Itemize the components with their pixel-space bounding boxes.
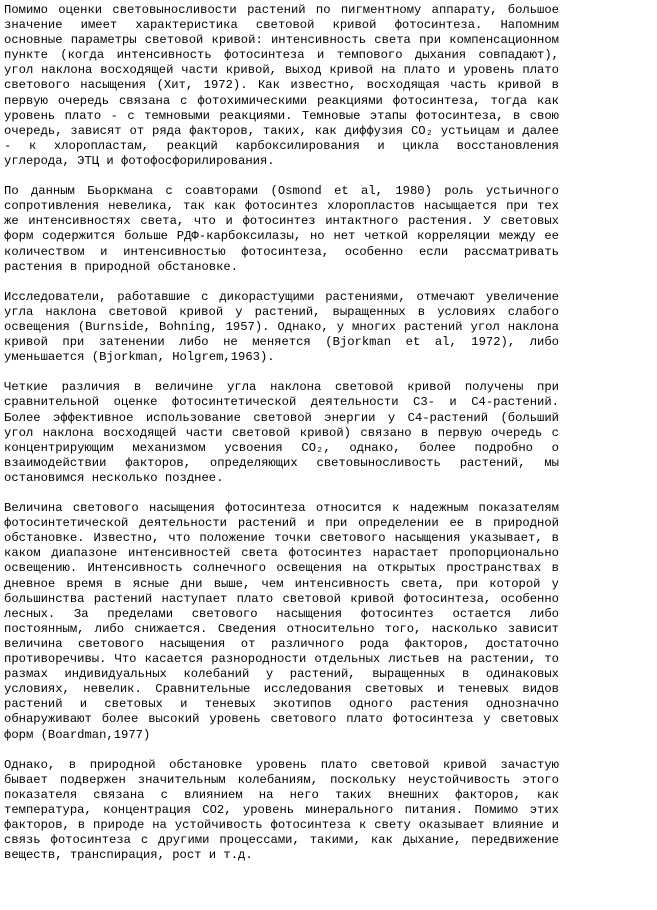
paragraph-wild-plants: Исследователи, работавшие с дикорастущими растениями, отмечают увеличение угла наклона световой кривой у растений, выращенных в условиях слабого освещения (Burnside, Bohning, 1957). Однако, у многих растений угол наклона кривой при затенении либо не меняется (Bjorkman et al, 1972), либо уменьшается (Bjorkman, Holgrem,1963). [4,289,559,365]
paragraph-c3-c4-differences: Четкие различия в величине угла наклона световой кривой получены при сравнительной оценке фотосинтетической деятельности С3- и С4-растений. Более эффективное использование световой энергии у С4-растений (больший угол наклона восходящей части световой кривой) связано в первую очередь с концентрирующим механизмом усвоения CO₂, однако, более подробно о взаимодействии факторов, определяющих световыносливость растений, мы остановимся несколько позднее. [4,380,559,485]
paragraph-bjorkman-data: По данным Бьоркмана с соавторами (Osmond et al, 1980) роль устьичного сопротивления невелика, так как фотосинтез хлоропластов насыщается при тех же интенсивностях света, что и фотосинтез интактного растения. У световых форм содержится больше РДФ-карбоксилазы, но нет четкой корреляции между ее количеством и интенсивностью фотосинтеза, особенно если рассматривать растения в природной обстановке. [4,184,559,274]
paragraph-light-curve-parameters: Помимо оценки световыносливости растений по пигментному аппарату, большое значение имеет характеристика световой кривой фотосинтеза. Напомним основные параметры световой кривой: интенсивность света при компенсационном пункте (когда интенсивность фотосинтеза и темпового дыхания совпадают), угол наклона восходящей части кривой, выход кривой на плато и уровень плато светового насыщения (Хит, 1972). Как известно, восходящая часть кривой в первую очередь связана с фотохимическими реакциями фотосинтеза, тогда как уровень плато - с темновыми реакциями. Темновые этапы фотосинтеза, в свою очередь, зависят от ряда факторов, таких, как диффузия CO₂ устьицам и далее - к хлоропластам, реакций карбоксилирования и цикла восстановления углерода, ЭТЦ и фотофосфорилирования. [4,3,559,168]
paragraph-light-saturation: Величина светового насыщения фотосинтеза относится к надежным показателям фотосинтетической деятельности растений и при определении ее в природной обстановке. Известно, что положение точки светового насыщения указывает, в каком диапазоне интенсивностей света фотосинтез нарастает пропорционально освещению. Интенсивность солнечного освещения на открытых пространствах в дневное время в ясные дни выше, чем интенсивность света, при которой у большинства растений наступает плато световой кривой фотосинтеза, особенно лесных. За пределами светового насыщения фотосинтез остается либо постоянным, либо снижается. Сведения относительно того, насколько зависит величина светового насыщения от различного рода факторов, достаточно противоречивы. Что касается разнородности отдельных листьев на растении, то размах индивидуальных колебаний у растений, выращенных в одинаковых условиях, невелик. Сравнительные исследования световых и теневых видов растений и световых и теневых экотипов одного растения однозначно обнаруживают более высокий уровень светового плато фотосинтеза у световых форм (Boardman,1977) [4,501,559,742]
paragraph-plateau-fluctuations: Однако, в природной обстановке уровень плато световой кривой зачастую бывает подвержен значительным колебаниям, поскольку неустойчивость этого показателя связана с влиянием на него таких внешних факторов, как температура, концентрация CO2, уровень минерального питания. Помимо этих факторов, в природе на устойчивость фотосинтеза к свету оказывает влияние и связь фотосинтеза с другими процессами, такими, как дыхание, передвижение веществ, транспирация, рост и т.д. [4,757,559,863]
document-body [4,3,559,863]
